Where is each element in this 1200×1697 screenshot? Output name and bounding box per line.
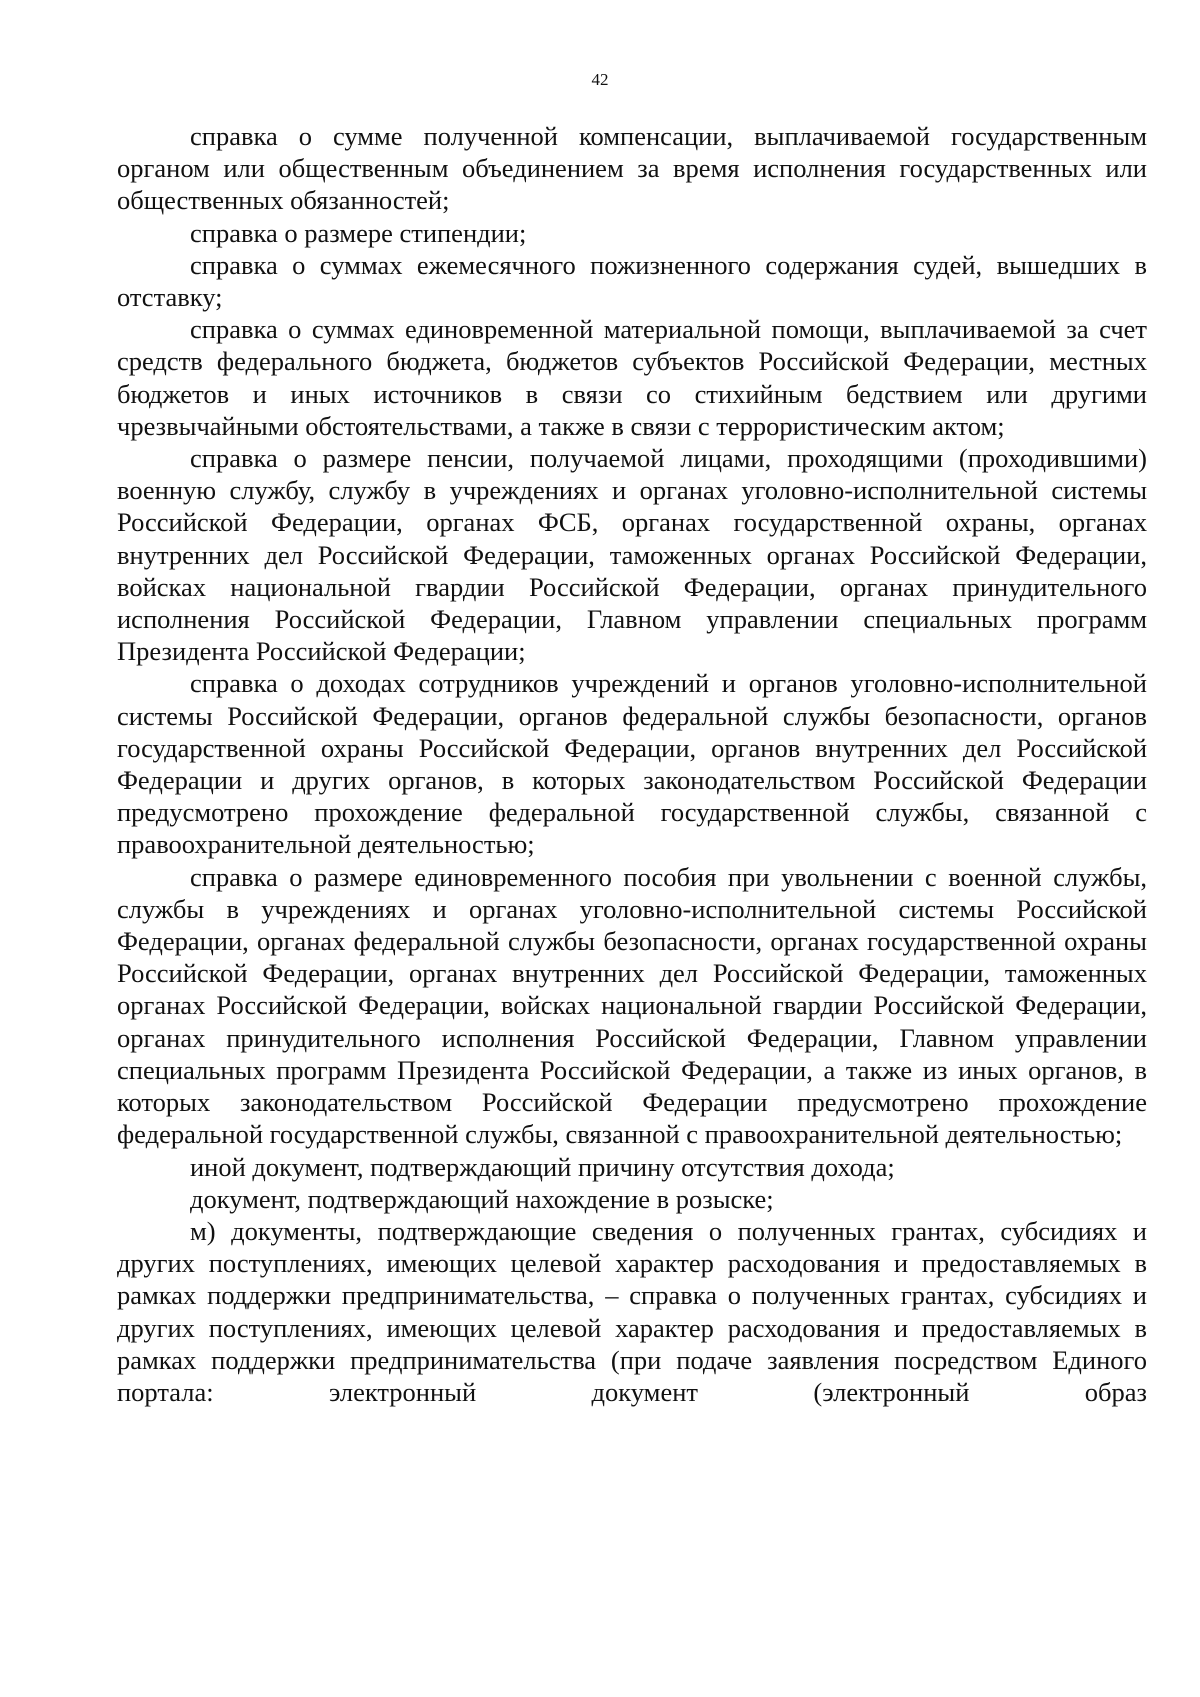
paragraph: справка о суммах единовременной материальной помощи, выплачиваемой за счет средств федерального бюджета, бюджетов субъектов Российской Федерации, местных бюджетов и иных источников в связи со стихийным бедствием или другими чрезвычайными обстоятельствами, а также в связи с террористическим актом; — [117, 314, 1147, 441]
paragraph: справка о размере единовременного пособия при увольнении с военной службы, службы в учреждениях и органах уголовно-исполнительной системы Российской Федерации, органах федеральной службы безопасности, органах государственной охраны Российской Федерации, органах внутренних дел Российской Федерации, таможенных органах Российской Федерации, войсках национальной гвардии Российской Федерации, органах принудительного исполнения Российской Федерации, Главном управлении специальных программ Президента Российской Федерации, а также из иных органов, в которых законодательством Российской Федерации предусмотрено прохождение федеральной государственной службы, связанной с правоохранительной деятельностью; — [117, 861, 1147, 1150]
document-body — [117, 120, 1147, 1408]
paragraph: справка о размере пенсии, получаемой лицами, проходящими (проходившими) военную службу, службу в учреждениях и органах уголовно-исполнительной системы Российской Федерации, органах ФСБ, органах государственной охраны, органах внутренних дел Российской Федерации, таможенных органах Российской Федерации, войсках национальной гвардии Российской Федерации, органах принудительного исполнения Российской Федерации, Главном управлении специальных программ Президента Российской Федерации; — [117, 443, 1147, 667]
paragraph: иной документ, подтверждающий причину отсутствия дохода; — [190, 1151, 895, 1182]
paragraph: справка о доходах сотрудников учреждений и органов уголовно-исполнительной системы Российской Федерации, органов федеральной службы безопасности, органов государственной охраны Российской Федерации, органов внутренних дел Российской Федерации и других органов, в которых законодательством Российской Федерации предусмотрено прохождение федеральной государственной службы, связанной с правоохранительной деятельностью; — [117, 668, 1147, 860]
paragraph: справка о размере стипендии; — [190, 217, 527, 248]
paragraph: справка о суммах ежемесячного пожизненного содержания судей, вышедших в отставку; — [117, 249, 1147, 313]
paragraph: документ, подтверждающий нахождение в розыске; — [190, 1183, 774, 1214]
paragraph: справка о сумме полученной компенсации, выплачиваемой государственным органом или общественным объединением за время исполнения государственных или общественных обязанностей; — [117, 121, 1147, 216]
paragraph: м) документы, подтверждающие сведения о полученных грантах, субсидиях и других поступлениях, имеющих целевой характер расходования и предоставляемых в рамках поддержки предпринимательства, – справка о полученных грантах, субсидиях и других поступлениях, имеющих целевой характер расходования и предоставляемых в рамках поддержки предпринимательства (при подаче заявления посредством Единого портала: электронный документ (электронный образ — [117, 1215, 1147, 1407]
page-number: 42 — [591, 70, 609, 89]
